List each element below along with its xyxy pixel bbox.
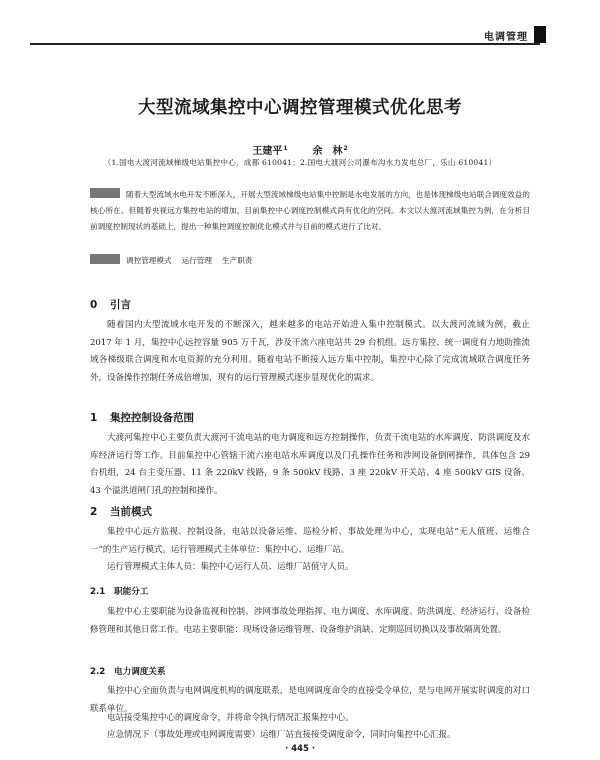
paragraph: 随着国内大型流域水电开发的不断深入，越来越多的电站开始进入集中控制模式。以大渡河流域为例，截止 2017 年 1 月，集控中心远控容量 905 万千瓦，涉及干流六座电站共 29 台机组。远方集控、统一调度有力地助推流域各梯级联合调度和水电资源的充分利用。随着电站不断接入远方集中控制，集控中心除了完成流域联合调度任务外，设备操作控制任务成倍增加，现有的运行管理模式逐步显现优化的需求。: [90, 320, 530, 383]
header-rule: [30, 43, 540, 45]
section-title: 集控控制设备范围: [110, 412, 194, 424]
section-heading: [90, 504, 152, 519]
section-number: 1: [90, 412, 98, 424]
section-heading: [90, 410, 194, 425]
paragraph: 集控中心远方监视、控制设备，电站以设备运维、巡检分析、事故处理为中心，实现电站“无人值班、运维合一”的生产运行模式。运行管理模式主体单位：集控中心、运维厂站。: [90, 527, 530, 555]
author-affil-mark: 2: [343, 144, 348, 152]
paragraph: 集控中心主要职能为设备监视和控制、涉网事故处理指挥、电力调度、水库调度、防洪调度、经济运行、设备检修管理和其他日常工作。电站主要职能：现场设备运维管理、设备维护消缺、定期巡回切换以及事故隔离处置。: [90, 607, 530, 635]
section-tag: 电调管理: [484, 32, 528, 43]
subsection-title: 职能分工: [114, 587, 149, 597]
keyword: 运行管理: [181, 256, 212, 265]
section-title: 当前模式: [110, 506, 152, 518]
affiliation: （1.国电大渡河流域梯级电站集控中心，成都 610041；2.国电大渡河公司瀑布沟水力发电总厂，乐山 610041）: [103, 158, 497, 167]
section-title: 引言: [110, 299, 131, 311]
paragraph: 集控中心全面负责与电网调度机构的调度联系，是电网调度命令的直接受令单位，是与电网开展实时调度的对口联系单位。: [90, 686, 530, 714]
keyword: 调控管理模式: [126, 256, 172, 265]
paragraph: 电站接受集控中心的调度命令，并将命令执行情况汇报集控中心。: [107, 713, 354, 723]
subsection-heading: [90, 585, 148, 597]
header-block-icon: [534, 26, 546, 43]
authors: [0, 142, 600, 157]
running-header: [0, 0, 600, 44]
subsection-number: 2.2: [90, 667, 106, 677]
keyword: 生产职责: [221, 256, 253, 265]
section-number: 0: [90, 299, 98, 311]
abstract: [90, 187, 530, 235]
abstract-text: 随着大型流域水电开发不断深入，开展大型流域梯级电站集中控制是水电发展的方向，也是体现梯级电站联合调度效益的核心所在。但随着央视远方集控电站的增加，目前集控中心调度控制模式尚有优化的空间。本文以大渡河流域集控为例，在分析目前调度控制现状的基础上，提出一种集控调度控制优化模式并与目前的模式进行了比对。: [90, 190, 530, 231]
author-name: 王建平: [252, 146, 283, 157]
subsection-heading: [90, 665, 166, 677]
subsection-number: 2.1: [90, 587, 106, 597]
section-number: 2: [90, 506, 98, 518]
paragraph: 应急情况下（事故处理或电网调度需要）运维厂站直接接受调度命令，同时向集控中心汇报。: [107, 730, 456, 740]
author-affil-mark: 1: [283, 144, 288, 152]
paragraph: 大渡河集控中心主要负责大渡河干流电站的电力调度和远方控制操作，负责干流电站的水库调度、防洪调度及水库经济运行等工作。目前集控中心管辖干流六座电站水库调度以及门孔操作任务和涉网设备倒闸操作，具体包含 29 台机组，24 台主变压器、11 条 220kV 线路，9 条 500kV 线路、3 座 220kV 开关站、4 座 500kV GIS 设备、43 个溢洪道闸门孔的控制和操作。: [90, 433, 530, 496]
paragraph: 运行管理模式主体人员：集控中心运行人员、运维厂站值守人员。: [107, 562, 354, 572]
section-heading: [90, 297, 131, 312]
subsection-title: 电力调度关系: [114, 667, 166, 677]
keywords-label-block: [90, 254, 120, 264]
page-number: · 445 ·: [284, 744, 316, 754]
abstract-label-block: [90, 188, 120, 198]
paper-title: 大型流域集控中心调控管理模式优化思考: [138, 98, 462, 118]
keywords: [90, 254, 262, 266]
author-name: 余 林: [312, 146, 343, 157]
